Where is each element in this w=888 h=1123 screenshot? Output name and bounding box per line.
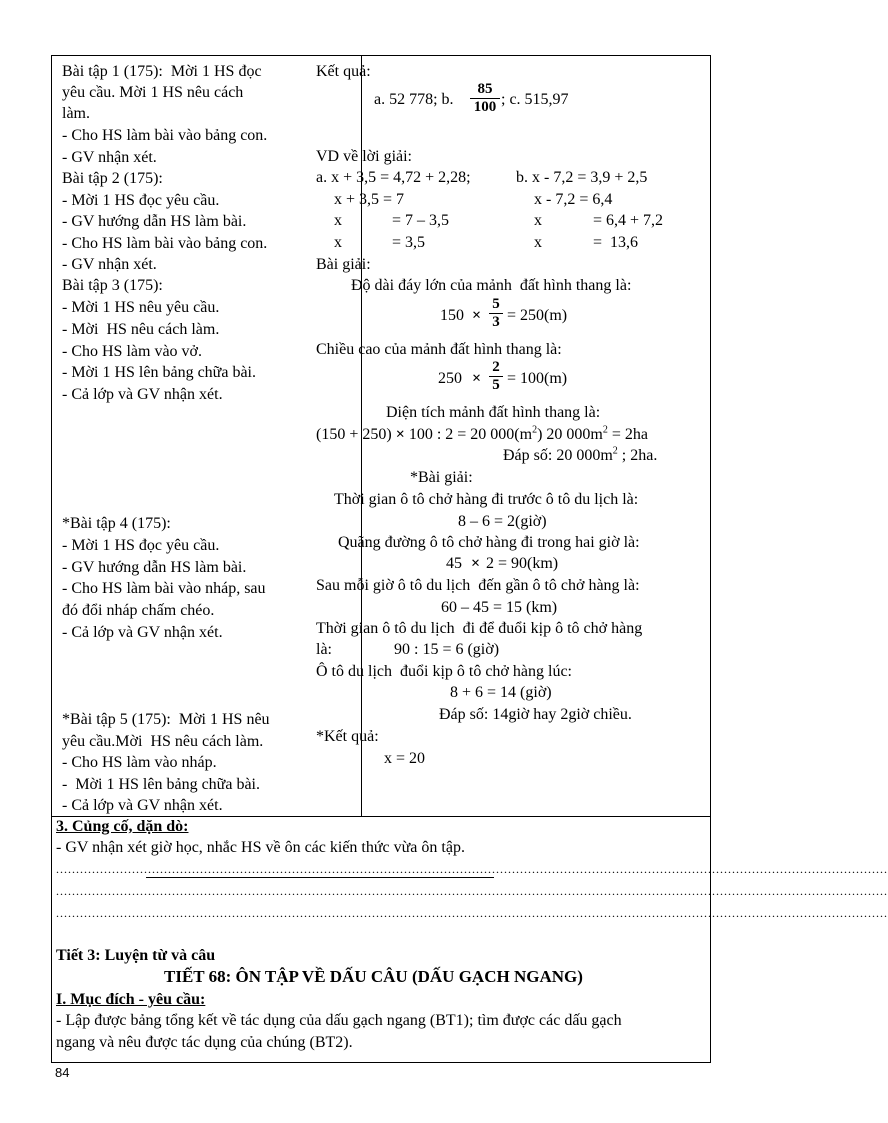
fraction-denominator: 3 [492, 314, 500, 330]
area-part: ) 20 000m [537, 426, 603, 443]
left-line: - Cả lớp và GV nhận xét. [62, 624, 223, 641]
solution-text: Sau mỗi giờ ô tô du lịch đến gần ô tô chở hàng là: [316, 577, 640, 594]
superscript: 2 [612, 445, 618, 457]
page-frame [51, 55, 888, 1063]
solution-text: Thời gian ô tô du lịch đi để đuổi kịp ô tô chở hàng [316, 620, 643, 637]
solution-text: 8 – 6 = 2(giờ) [458, 513, 547, 530]
eq-b-line: = 13,6 [593, 234, 639, 251]
left-line: - Cho HS làm vào vở. [62, 343, 203, 360]
left-line: - GV nhận xét. [62, 256, 157, 273]
result-a: a. 52 778; b. [374, 91, 454, 108]
eq-b-line: x [534, 212, 542, 229]
left-line: - Mời 1 HS lên bảng chữa bài. [62, 364, 256, 381]
left-line: yêu cầu.Mời HS nêu cách làm. [62, 733, 264, 750]
solution-text: Chiều cao của mảnh đất hình thang là: [316, 341, 562, 358]
bai-giai-label: Bài giải: [316, 256, 371, 273]
times-sign: × [395, 426, 405, 443]
result-x: x = 20 [384, 750, 426, 767]
vd-label: VD về lời giải: [316, 148, 412, 165]
fraction-denominator: 5 [492, 377, 500, 393]
eq-b-line: = 6,4 + 7,2 [593, 212, 664, 229]
solution-text: 2 = 90(km) [486, 555, 559, 572]
left-line: - Cho HS làm vào nháp. [62, 754, 217, 771]
eq-b-line: x - 7,2 = 6,4 [534, 191, 613, 208]
lesson-title: TIẾT 68: ÔN TẬP VỀ DẤU CÂU (DẤU GẠCH NGANG) [164, 967, 583, 986]
calc-post: = 250(m) [507, 307, 568, 324]
times-sign: × [472, 370, 482, 387]
eq-a-line: x + 3,5 = 7 [334, 191, 405, 208]
times-sign: × [471, 555, 481, 572]
left-line: - Cho HS làm bài vào bảng con. [62, 127, 268, 144]
left-line: - Mời 1 HS lên bảng chữa bài. [62, 776, 260, 793]
eq-a-line: x [334, 212, 342, 229]
solution-text: Diện tích mảnh đất hình thang là: [386, 404, 601, 421]
eq-a-line: a. x + 3,5 = 4,72 + 2,28; [316, 169, 471, 186]
calc-pre: 150 [440, 307, 464, 324]
left-line: làm. [62, 105, 90, 122]
eq-a-line: x [334, 234, 342, 251]
solution-text: Độ dài đáy lớn của mảnh đất hình thang là: [351, 277, 632, 294]
left-line: - GV hướng dẫn HS làm bài. [62, 559, 247, 576]
area-part: 100 : 2 = 20 000(m [408, 426, 533, 443]
section-heading: I. Mục đích - yêu cầu: [56, 991, 206, 1008]
solution-text: 8 + 6 = 14 (giờ) [450, 684, 552, 701]
solution-text: 90 : 15 = 6 (giờ) [394, 641, 500, 658]
left-line: - GV hướng dẫn HS làm bài. [62, 213, 247, 230]
left-line: - Cho HS làm bài vào nháp, sau [62, 580, 266, 597]
eq-a-line: = 3,5 [392, 234, 426, 251]
superscript: 2 [532, 424, 538, 436]
times-sign: × [472, 307, 482, 324]
left-line: Bài tập 2 (175): [62, 170, 163, 187]
answer-line [503, 446, 657, 466]
left-line: yêu cầu. Mời 1 HS nêu cách [62, 84, 244, 101]
left-line: - Cho HS làm bài vào bảng con. [62, 235, 268, 252]
left-line: - Mời 1 HS đọc yêu cầu. [62, 192, 220, 209]
fraction-denominator: 100 [473, 99, 497, 115]
left-line: - Cả lớp và GV nhận xét. [62, 797, 223, 814]
lesson-label: Tiết 3: Luyện từ và câu [56, 947, 216, 964]
ket-qua-label: Kết quả: [316, 63, 371, 80]
eq-b-line: x [534, 234, 542, 251]
result-c: ; c. 515,97 [501, 91, 569, 108]
left-line: - Mời HS nêu cách làm. [62, 321, 220, 338]
left-line: đó đổi nháp chấm chéo. [62, 602, 215, 619]
eq-b-line: b. x - 7,2 = 3,9 + 2,5 [516, 169, 648, 186]
left-line: *Bài tập 5 (175): Mời 1 HS nêu [62, 711, 270, 728]
superscript: 2 [602, 424, 608, 436]
area-calc [316, 425, 648, 445]
area-part: (150 + 250) [316, 426, 392, 443]
separator-line [146, 877, 494, 878]
solution-text: 60 – 45 = 15 (km) [441, 599, 558, 616]
area-part: = 2ha [607, 426, 648, 443]
section-3-text: - GV nhận xét giờ học, nhắc HS về ôn các kiến thức vừa ôn tập. [56, 839, 465, 856]
left-line: Bài tập 3 (175): [62, 277, 163, 294]
fraction-5-3 [489, 296, 503, 331]
answer-text: ; 2ha. [617, 447, 658, 464]
fraction-numerator: 85 [470, 81, 500, 99]
fraction-numerator: 5 [489, 296, 503, 314]
left-line: - Mời 1 HS đọc yêu cầu. [62, 537, 220, 554]
solution-text: là: [316, 641, 332, 658]
dotted-line: ................................................................................................................................................................................................................ [56, 906, 888, 920]
objective-line: - Lập được bảng tổng kết về tác dụng của dấu gạch ngang (BT1); tìm được các dấu gạch [56, 1012, 622, 1029]
page-number: 84 [55, 1065, 70, 1080]
left-line: - GV nhận xét. [62, 149, 157, 166]
dotted-line: ................................................................................................................................................................................................................ [56, 884, 888, 898]
objective-line: ngang và nêu được tác dụng của chúng (BT2). [56, 1034, 353, 1051]
answer-text: Đáp số: 20 000m [503, 447, 613, 464]
left-line: *Bài tập 4 (175): [62, 515, 171, 532]
left-line: Bài tập 1 (175): Mời 1 HS đọc [62, 63, 262, 80]
left-line: - Cả lớp và GV nhận xét. [62, 386, 223, 403]
calc-post: = 100(m) [507, 370, 568, 387]
fraction-2-5 [489, 359, 503, 394]
solution-text: 45 [446, 555, 462, 572]
section-3-title: 3. Củng cố, dặn dò: [56, 818, 189, 835]
left-line: - Mời 1 HS nêu yêu cầu. [62, 299, 220, 316]
solution-text: Đáp số: 14giờ hay 2giờ chiều. [439, 706, 632, 723]
dotted-line: ................................................................................................................................................................................................................ [56, 862, 888, 876]
calc-pre: 250 [438, 370, 462, 387]
ket-qua-label: *Kết quả: [316, 728, 379, 745]
bai-giai-label: *Bài giải: [410, 469, 473, 486]
eq-a-line: = 7 – 3,5 [392, 212, 450, 229]
solution-text: Ô tô du lịch đuổi kịp ô tô chở hàng lúc: [316, 663, 572, 680]
solution-text: Quãng đường ô tô chở hàng đi trong hai giờ là: [338, 534, 640, 551]
fraction-85-100 [470, 81, 500, 116]
solution-text: Thời gian ô tô chở hàng đi trước ô tô du lịch là: [334, 491, 639, 508]
fraction-numerator: 2 [489, 359, 503, 377]
